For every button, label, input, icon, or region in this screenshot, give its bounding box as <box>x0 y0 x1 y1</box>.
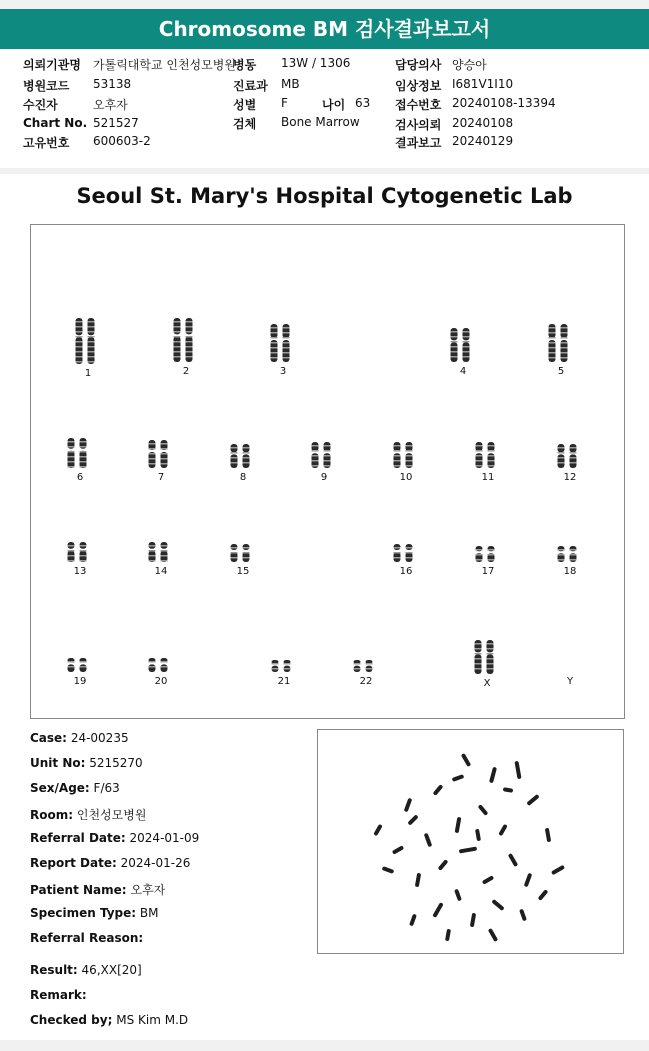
metaphase-chromosome <box>503 787 514 793</box>
result-value: 46,XX[20] <box>81 963 142 977</box>
chromosome-pair-19 <box>55 657 105 687</box>
hospital-code-value: 53138 <box>93 77 132 91</box>
chromosome-label-10: 10 <box>399 472 413 483</box>
institution-label: 의뢰기관명 <box>23 58 81 72</box>
case-row <box>30 731 129 745</box>
metaphase-chromosome <box>433 784 444 796</box>
age-label: 나이 <box>322 98 346 112</box>
lab-title: Seoul St. Mary's Hospital Cytogenetic Lab <box>76 184 573 208</box>
chromosome-label-15: 15 <box>236 566 250 577</box>
metaphase-image <box>317 729 624 954</box>
checked-row <box>30 1013 188 1027</box>
age-value: 63 <box>355 96 371 110</box>
dept-value: MB <box>281 77 300 91</box>
remark-label: Remark: <box>30 988 87 1002</box>
chromosome-pair-6 <box>55 437 105 483</box>
chromosome-pair-Y <box>545 661 595 687</box>
metaphase-chromosome <box>452 774 465 782</box>
remark-row <box>30 988 87 1002</box>
chromosome-pair-13 <box>55 541 105 577</box>
report-date-label: Report Date: <box>30 856 117 870</box>
ward-label: 병동 <box>233 58 257 72</box>
metaphase-chromosome <box>478 804 489 816</box>
receipt-value: 20240108-13394 <box>452 96 556 110</box>
unit-label: Unit No: <box>30 756 86 770</box>
chromosome-pair-17 <box>463 545 513 577</box>
metaphase-chromosome <box>538 889 549 901</box>
chromosome-label-X: X <box>483 678 491 689</box>
referral-reason-label: Referral Reason: <box>30 931 144 945</box>
metaphase-chromosome <box>424 833 433 848</box>
unit-row <box>30 756 143 770</box>
chromosome-label-14: 14 <box>154 566 168 577</box>
specimen-type-label: Specimen Type: <box>30 906 137 920</box>
chromosome-pair-21 <box>259 659 309 687</box>
chromosome-pair-10 <box>381 441 431 483</box>
metaphase-chromosome <box>409 914 417 927</box>
metaphase-chromosome <box>404 798 413 813</box>
patient-name-label: Patient Name: <box>30 883 127 897</box>
specimen-type-value: BM <box>139 906 159 920</box>
metaphase-chromosome <box>459 846 477 853</box>
chromosome-pair-2 <box>161 317 211 377</box>
unit-value: 5215270 <box>89 756 143 770</box>
chromosome-pair-7 <box>136 439 186 483</box>
metaphase-chromosome <box>551 865 565 875</box>
referral-date-value: 2024-01-09 <box>129 831 200 845</box>
chromosome-label-8: 8 <box>239 472 247 483</box>
chromosome-label-4: 4 <box>459 366 467 377</box>
metaphase-chromosome <box>470 913 476 927</box>
metaphase-chromosome <box>514 761 521 779</box>
metaphase-chromosome <box>461 753 471 767</box>
metaphase-chromosome <box>482 875 494 884</box>
chromosome-pair-1 <box>63 317 113 379</box>
chromosome-label-22: 22 <box>359 676 373 687</box>
specimen-type-row <box>30 906 159 920</box>
metaphase-chromosome <box>455 817 462 833</box>
doctor-value: 양승아 <box>452 58 487 72</box>
patient-value: 오후자 <box>93 98 128 112</box>
receipt-label: 접수번호 <box>395 98 442 112</box>
doctor-label: 담당의사 <box>395 58 442 72</box>
room-row <box>30 806 146 823</box>
metaphase-chromosome <box>489 767 497 783</box>
request-value: 20240108 <box>452 116 514 130</box>
sexage-value: F/63 <box>93 781 120 795</box>
chromosome-pair-16 <box>381 543 431 577</box>
unique-label: 고유번호 <box>23 136 70 150</box>
chromosome-pair-4 <box>438 327 488 377</box>
dept-label: 진료과 <box>233 79 268 93</box>
chart-label: Chart No. <box>23 116 88 130</box>
metaphase-spread-graphic <box>318 730 623 953</box>
metaphase-chromosome <box>373 824 382 836</box>
clinical-value: I681V1I10 <box>452 77 514 91</box>
chromosome-pair-9 <box>299 441 349 483</box>
metaphase-chromosome <box>526 794 539 806</box>
metaphase-chromosome <box>445 929 451 942</box>
sexage-label: Sex/Age: <box>30 781 90 795</box>
room-label: Room: <box>30 808 74 822</box>
institution-value: 가톨릭대학교 인천성모병원 <box>93 58 236 72</box>
patient-name-row <box>30 881 165 898</box>
metaphase-chromosome <box>438 859 449 871</box>
referral-reason-row <box>30 931 143 945</box>
chromosome-label-2: 2 <box>182 366 190 377</box>
chromosome-label-21: 21 <box>277 676 291 687</box>
unique-value: 600603-2 <box>93 134 151 148</box>
referral-date-row <box>30 831 199 845</box>
chromosome-pair-X <box>462 639 512 689</box>
result-row <box>30 963 142 977</box>
chromosome-pair-15 <box>218 543 268 577</box>
sex-value: F <box>281 96 288 110</box>
checked-label: Checked by; <box>30 1013 113 1027</box>
case-label: Case: <box>30 731 67 745</box>
chromosome-label-9: 9 <box>320 472 328 483</box>
report-value: 20240129 <box>452 134 514 148</box>
chromosome-label-19: 19 <box>73 676 87 687</box>
report-label: 결과보고 <box>395 136 442 150</box>
chromosome-pair-20 <box>136 657 186 687</box>
chromosome-label-20: 20 <box>154 676 168 687</box>
ward-value: 13W / 1306 <box>281 56 351 70</box>
metaphase-chromosome <box>415 873 421 887</box>
case-value: 24-00235 <box>70 731 129 745</box>
checked-value: MS Kim M.D <box>116 1013 189 1027</box>
sex-label: 성별 <box>233 98 257 112</box>
chromosome-pair-5 <box>536 323 586 377</box>
chromosome-pair-12 <box>545 443 595 483</box>
report-date-value: 2024-01-26 <box>120 856 191 870</box>
chart-value: 521527 <box>93 116 139 130</box>
hospital-code-label: 병원코드 <box>23 79 70 93</box>
result-label: Result: <box>30 963 78 977</box>
chromosome-pair-18 <box>545 545 595 577</box>
metaphase-chromosome <box>407 814 418 825</box>
chromosome-label-13: 13 <box>73 566 87 577</box>
request-label: 검사의뢰 <box>395 118 442 132</box>
chromosome-label-11: 11 <box>481 472 495 483</box>
report-title-banner <box>0 9 649 49</box>
chromosome-label-5: 5 <box>557 366 565 377</box>
metaphase-chromosome <box>432 902 443 918</box>
specimen-label: 검체 <box>233 117 257 131</box>
report-title: Chromosome BM 검사결과보고서 <box>158 17 491 41</box>
chromosome-pair-8 <box>218 443 268 483</box>
patient-info-block <box>0 50 649 168</box>
chromosome-label-3: 3 <box>279 366 287 377</box>
metaphase-chromosome <box>545 828 551 842</box>
chromosome-pair-3 <box>258 323 308 377</box>
metaphase-chromosome <box>392 845 404 854</box>
metaphase-chromosome <box>382 866 395 874</box>
metaphase-chromosome <box>508 853 518 867</box>
sexage-row <box>30 781 120 795</box>
patient-name-value: 오후자 <box>130 883 166 897</box>
metaphase-chromosome <box>524 873 533 888</box>
chromosome-label-16: 16 <box>399 566 413 577</box>
chromosome-pair-14 <box>136 541 186 577</box>
clinical-label: 임상정보 <box>395 79 442 93</box>
chromosome-label-Y: Y <box>566 676 574 687</box>
chromosome-label-6: 6 <box>76 472 84 483</box>
chromosome-label-17: 17 <box>481 566 495 577</box>
report-date-row <box>30 856 190 870</box>
chromosome-label-1: 1 <box>84 368 92 379</box>
karyogram-panel <box>30 224 625 719</box>
metaphase-chromosome <box>454 889 462 902</box>
chromosome-pair-22 <box>341 659 391 687</box>
chromosome-pair-11 <box>463 441 513 483</box>
metaphase-chromosome <box>488 928 498 942</box>
chromosome-label-12: 12 <box>563 472 577 483</box>
metaphase-chromosome <box>475 829 481 842</box>
referral-date-label: Referral Date: <box>30 831 126 845</box>
metaphase-chromosome <box>491 899 504 911</box>
metaphase-chromosome <box>498 824 507 836</box>
chromosome-label-7: 7 <box>157 472 165 483</box>
room-value: 인천성모병원 <box>76 808 147 822</box>
chromosome-label-18: 18 <box>563 566 577 577</box>
specimen-value: Bone Marrow <box>281 115 360 129</box>
patient-label: 수진자 <box>23 98 58 112</box>
metaphase-chromosome <box>519 909 527 922</box>
